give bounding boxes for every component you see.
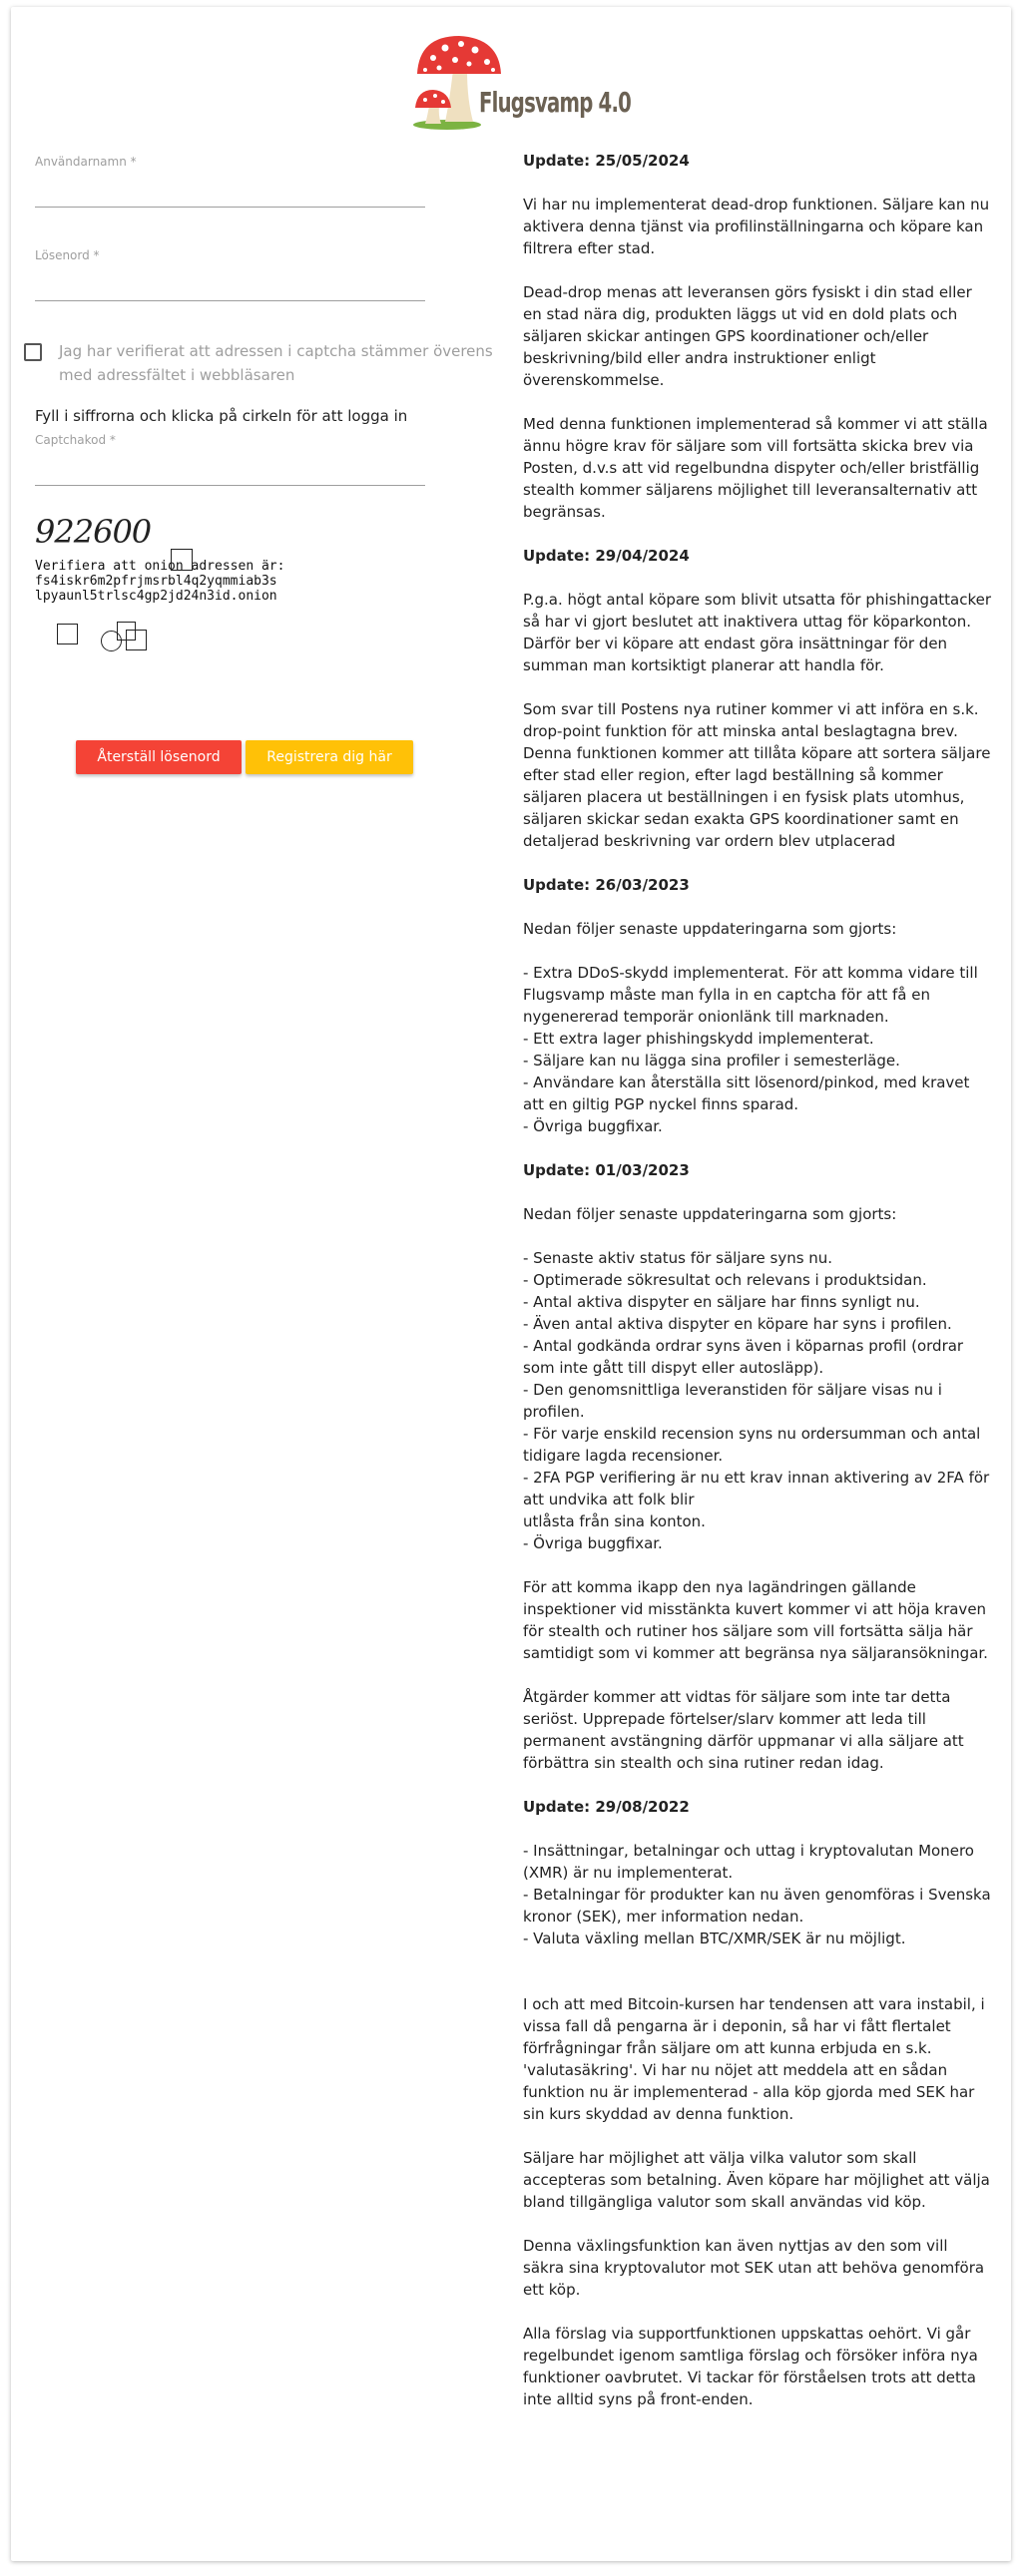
update-2024-05-25 <box>523 150 992 523</box>
captcha-field <box>35 433 421 486</box>
list-item: - Ett extra lager phishingskydd implementerat. <box>523 1030 874 1048</box>
onion-line-2: fs4iskr6m2pfrjmsrbl4q2yqmmiab3s <box>35 574 277 589</box>
update-paragraph: P.g.a. högt antal köpare som blivit utsatta för phishingattacker så har vi gjort beslutet att inaktivera uttag för köparkonton. Därför ber vi köpare att endast göra insättningar för den summan man kortsiktigt planerar att handla för. <box>523 591 992 674</box>
username-field <box>35 155 421 208</box>
list-item: - Optimerade sökresultat och relevans i produktsidan. <box>523 1271 927 1289</box>
captcha-image <box>33 511 153 551</box>
update-list <box>523 1247 992 1554</box>
update-2024-04-29 <box>523 545 992 852</box>
username-input[interactable] <box>35 171 425 208</box>
list-item: - Antal aktiva dispyter en säljare har finns synligt nu. <box>523 1293 920 1311</box>
captcha-circle[interactable] <box>101 631 122 651</box>
list-item: - Senaste aktiv status för säljare syns nu. <box>523 1249 833 1267</box>
update-paragraph: Åtgärder kommer att vidtas för säljare som inte tar detta seriöst. Upprepade förtelser/slarv kommer att leda till permanent avstängning därför uppmanar vi alla säljare att förbättra sin stealth och sina rutiner redan idag. <box>523 1688 964 1772</box>
list-item: utlåsta från sina konton. <box>523 1512 706 1530</box>
list-item: - Insättningar, betalningar och uttag i kryptovalutan Monero (XMR) är nu implementerat. <box>523 1842 974 1882</box>
list-item: - Valuta växling mellan BTC/XMR/SEK är nu möjligt. <box>523 1930 906 1947</box>
update-paragraph: Dead-drop menas att leveransen görs fysiskt i din stad eller en stad nära dig, produkten läggs ut vid en dold plats och säljaren skickar antingen GPS koordinationer och/eller beskrivning/bild eller andra instruktioner enligt överenskommelse. <box>523 283 972 389</box>
update-list <box>523 962 992 1137</box>
update-2022-08-29 <box>523 1796 992 2410</box>
list-item: - Användare kan återställa sitt lösenord/pinkod, med kravet att en giltig PGP nyckel finns sparad. <box>523 1073 970 1113</box>
update-list <box>523 1840 992 1949</box>
password-label: Lösenord * <box>35 248 100 262</box>
update-title: Update: 25/05/2024 <box>523 152 690 170</box>
update-2023-03-01 <box>523 1159 992 1774</box>
captcha-digits: 922600 <box>35 513 152 551</box>
list-item: - 2FA PGP verifiering är nu ett krav innan aktivering av 2FA för att undvika att folk blir <box>523 1469 990 1508</box>
update-2023-03-26 <box>523 874 992 1137</box>
update-title: Update: 29/08/2022 <box>523 1798 690 1816</box>
captcha-square-4[interactable] <box>126 630 147 650</box>
captcha-instruction: Fyll i siffrorna och klicka på cirkeln för att logga in <box>35 407 408 425</box>
password-input[interactable] <box>35 264 425 301</box>
list-item: - För varje enskild recension syns nu ordersumman och antal tidigare lagda recensioner. <box>523 1425 981 1465</box>
verify-checkbox[interactable] <box>24 343 42 361</box>
password-field <box>35 248 421 301</box>
mushroom-logo-icon <box>411 34 611 134</box>
update-intro: Nedan följer senaste uppdateringarna som gjorts: <box>523 920 897 938</box>
verify-label: Jag har verifierat att adressen i captcha stämmer överens med adressfältet i webbläsaren <box>59 342 493 384</box>
register-button[interactable]: Registrera dig här <box>246 740 413 774</box>
list-item: - Den genomsnittliga leveranstiden för säljare visas nu i profilen. <box>523 1381 942 1421</box>
list-item: - Antal godkända ordrar syns även i köparnas profil (ordrar som inte gått till dispyt eller autosläpp). <box>523 1337 964 1377</box>
onion-line-3: lpyaunl5trlsc4gp2jd24n3id.onion <box>35 589 277 604</box>
logo-text: Flugsvamp 4.0 <box>479 86 632 119</box>
update-paragraph: Med denna funktionen implementerad så kommer vi att ställa ännu högre krav för säljare som vill fortsätta skicka brev via Posten, d.v.s att vid regelbundna dispyter och/eller bristfällig stealth kommer säljarens möjlighet till leveransalternativ att begränsas. <box>523 415 988 521</box>
update-paragraph: Som svar till Postens nya rutiner kommer vi att införa en s.k. drop-point funktion för att minska antal beslagtagna brev. Denna funktionen kommer att tillåta köpare att sortera säljare efter stad eller region, efter lagd beställning så kommer säljaren placera ut beställningen i en fysisk plats utomhus, säljaren skickar sedan exakta GPS koordinationer samt en detaljerad beskrivning var ordern blev utplacerad <box>523 700 991 850</box>
list-item: - Säljare kan nu lägga sina profiler i semesterläge. <box>523 1052 900 1070</box>
captcha-input[interactable] <box>35 449 425 486</box>
update-paragraph: Säljare har möjlighet att välja vilka valutor som skall accepteras som betalning. Även köpare har möjlighet att välja bland tillgängliga valutor som skall användas vid köp. <box>523 2149 990 2211</box>
update-paragraph: I och att med Bitcoin-kursen har tendensen att vara instabil, i vissa fall då pengarna är i deponin, så har vi fått flertalet förfrågningar från säljare om att kunna erbjuda en s.k. 'valutasäkring'. Vi har nu nöjet att meddela att en sådan funktion nu är implementerad - alla köp gjorda med SEK har sin kurs skyddad av denna funktion. <box>523 1995 985 2123</box>
update-intro: Nedan följer senaste uppdateringarna som gjorts: <box>523 1205 897 1223</box>
onion-address <box>35 559 284 604</box>
updates-column <box>523 150 992 2432</box>
username-label: Användarnamn * <box>35 155 137 169</box>
update-title: Update: 01/03/2023 <box>523 1161 690 1179</box>
reset-password-button[interactable]: Återställ lösenord <box>76 740 242 774</box>
update-title: Update: 29/04/2024 <box>523 547 690 565</box>
onion-line-1: Verifiera att onion adressen är: <box>35 559 285 574</box>
update-paragraph: För att komma ikapp den nya lagändringen gällande inspektioner vid misstänkta kuvert kommer vi att höja kraven för stealth och rutiner hos säljare som vill fortsätta sälja här samtidigt som vi kommer att begränsa nya säljaransökningar. <box>523 1578 988 1662</box>
update-paragraph: Denna växlingsfunktion kan även nyttjas av den som vill säkra sina kryptovalutor mot SEK utan att behöva genomföra ett köp. <box>523 2237 985 2299</box>
list-item: - Extra DDoS-skydd implementerat. För att komma vidare till Flugsvamp måste man fylla in en captcha för att få en nygenererad temporär onionlänk till marknaden. <box>523 964 978 1026</box>
update-title: Update: 26/03/2023 <box>523 876 690 894</box>
captcha-label: Captchakod * <box>35 433 116 447</box>
captcha-square-2[interactable] <box>57 624 78 644</box>
update-paragraph: Vi har nu implementerat dead-drop funktionen. Säljare kan nu aktivera denna tjänst via profilinställningarna och köpare kan filtrera efter stad. <box>523 196 990 257</box>
captcha-square-1[interactable] <box>171 549 193 571</box>
update-paragraph: Alla förslag via supportfunktionen uppskattas oehört. Vi går regelbundet igenom samtliga förslag och försöker införa nya funktioner oavbrutet. Vi tackar för förståelsen trots att detta inte alltid syns på front-enden. <box>523 2325 978 2408</box>
list-item: - Övriga buggfixar. <box>523 1534 663 1552</box>
list-item: - Betalningar för produkter kan nu även genomföras i Svenska kronor (SEK), mer information nedan. <box>523 1886 991 1926</box>
list-item: - Även antal aktiva dispyter en köpare har syns i profilen. <box>523 1315 952 1333</box>
list-item: - Övriga buggfixar. <box>523 1117 663 1135</box>
